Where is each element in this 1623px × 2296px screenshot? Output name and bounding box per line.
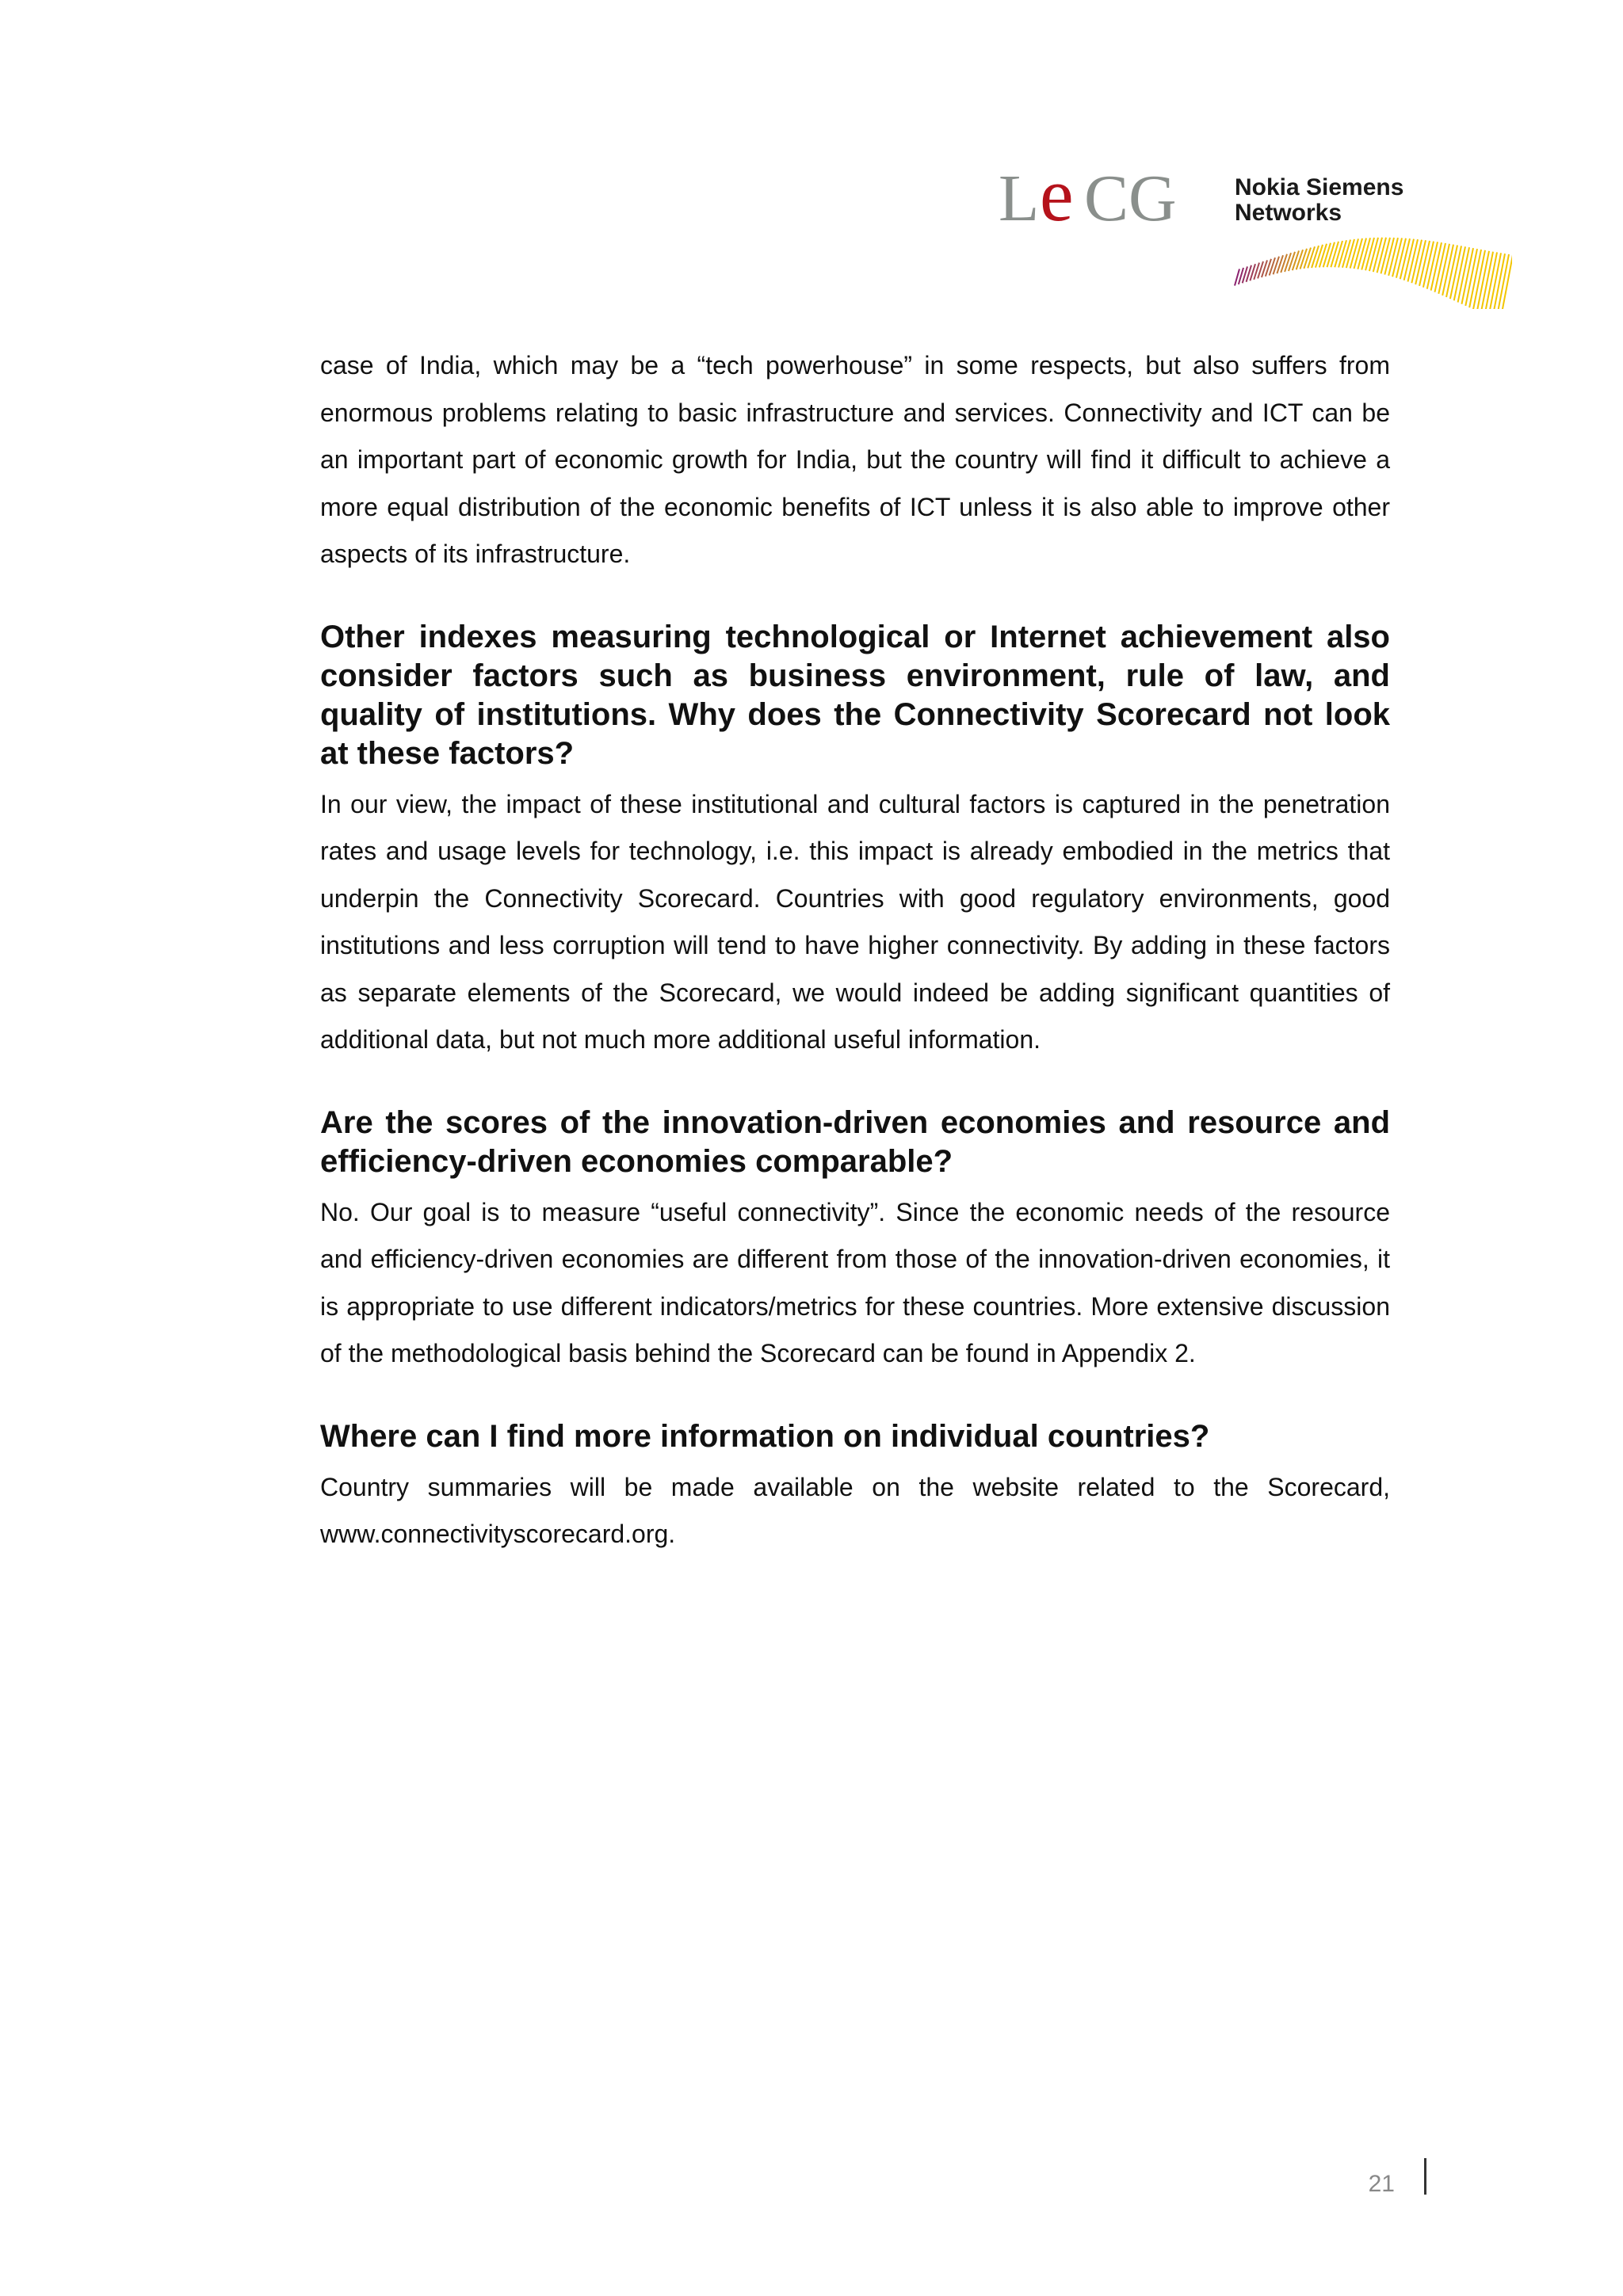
document-body xyxy=(320,342,1390,1558)
page-number: 21 xyxy=(1368,2171,1395,2197)
nsn-logo xyxy=(1227,158,1512,309)
wave-stroke xyxy=(1293,250,1299,270)
wave-stroke xyxy=(1331,242,1338,267)
wave-stroke xyxy=(1319,244,1327,268)
wave-stroke xyxy=(1377,238,1386,273)
svg-text:L: L xyxy=(999,163,1040,235)
question-heading-2: Are the scores of the innovation-driven economies and resource and efficiency-driven economies comparable? xyxy=(320,1104,1390,1179)
nsn-logo-line2: Networks xyxy=(1235,200,1342,226)
wave-stroke xyxy=(1350,238,1358,268)
answer-paragraph-1: In our view, the impact of these institutional and cultural factors is captured in the penetration rates and usage levels for technology, i.e. this impact is already embodied in the metrics that underpin the Connectivity Scorecard. Countries with good regulatory environments, good institutions and less corruption will tend to have higher connectivity. By adding in these factors as separate elements of the Scorecard, we would indeed be adding significant quantities of additional data, but not much more additional useful information. xyxy=(320,789,1390,1054)
wave-stroke xyxy=(1296,250,1303,269)
wave-stroke xyxy=(1323,243,1331,268)
wave-stroke xyxy=(1342,240,1350,268)
lecg-logo xyxy=(999,163,1197,235)
svg-text:CG: CG xyxy=(1084,163,1177,235)
wave-stroke xyxy=(1373,238,1382,272)
wave-stroke xyxy=(1335,241,1342,267)
wave-stroke xyxy=(1361,238,1370,269)
header-logos xyxy=(999,158,1506,309)
wave-stroke xyxy=(1346,239,1354,268)
question-heading-3: Where can I find more information on individual countries? xyxy=(320,1418,1210,1454)
svg-text:e: e xyxy=(1040,163,1074,235)
wave-stroke xyxy=(1358,238,1366,269)
wave-stroke xyxy=(1308,246,1315,268)
wave-stroke xyxy=(1300,249,1307,269)
wave-stroke xyxy=(1369,238,1378,271)
wave-stroke xyxy=(1316,245,1323,268)
wave-stroke xyxy=(1500,255,1512,309)
wave-graphic xyxy=(1235,238,1512,309)
intro-paragraph: case of India, which may be a “tech powerhouse” in some respects, but also suffers from enormous problems relating to basic infrastructure and services. Connectivity and ICT can be an important part of economic growth for India, but the country will find it difficult to achieve a more equal distribution of the economic benefits of ICT unless it is also able to improve other aspects of its infrastructure. xyxy=(320,351,1390,568)
wave-stroke xyxy=(1354,238,1362,269)
wave-stroke xyxy=(1312,246,1319,268)
footer-divider xyxy=(1424,2158,1426,2195)
wave-stroke xyxy=(1327,242,1335,268)
answer-paragraph-2: No. Our goal is to measure “useful connectivity”. Since the economic needs of the resource and efficiency-driven economies are different from those of the innovation-driven economies, it is appropriate to use different indicators/metrics for these countries. More extensive discussion of the methodological basis behind the Scorecard can be found in Appendix 2. xyxy=(320,1197,1390,1367)
question-heading-1: Other indexes measuring technological or Internet achievement also consider factors such as business environment, rule of law, and quality of institutions. Why does the Connectivity Scorecard not look at these factors? xyxy=(320,619,1390,771)
answer-paragraph-3: Country summaries will be made available on the website related to the Scorecard, www.connectivityscorecard.org. xyxy=(320,1472,1390,1548)
wave-stroke xyxy=(1304,248,1311,269)
wave-stroke xyxy=(1289,252,1295,271)
nsn-logo-line1: Nokia Siemens xyxy=(1235,174,1404,200)
wave-stroke xyxy=(1365,238,1374,270)
wave-stroke xyxy=(1338,240,1346,267)
